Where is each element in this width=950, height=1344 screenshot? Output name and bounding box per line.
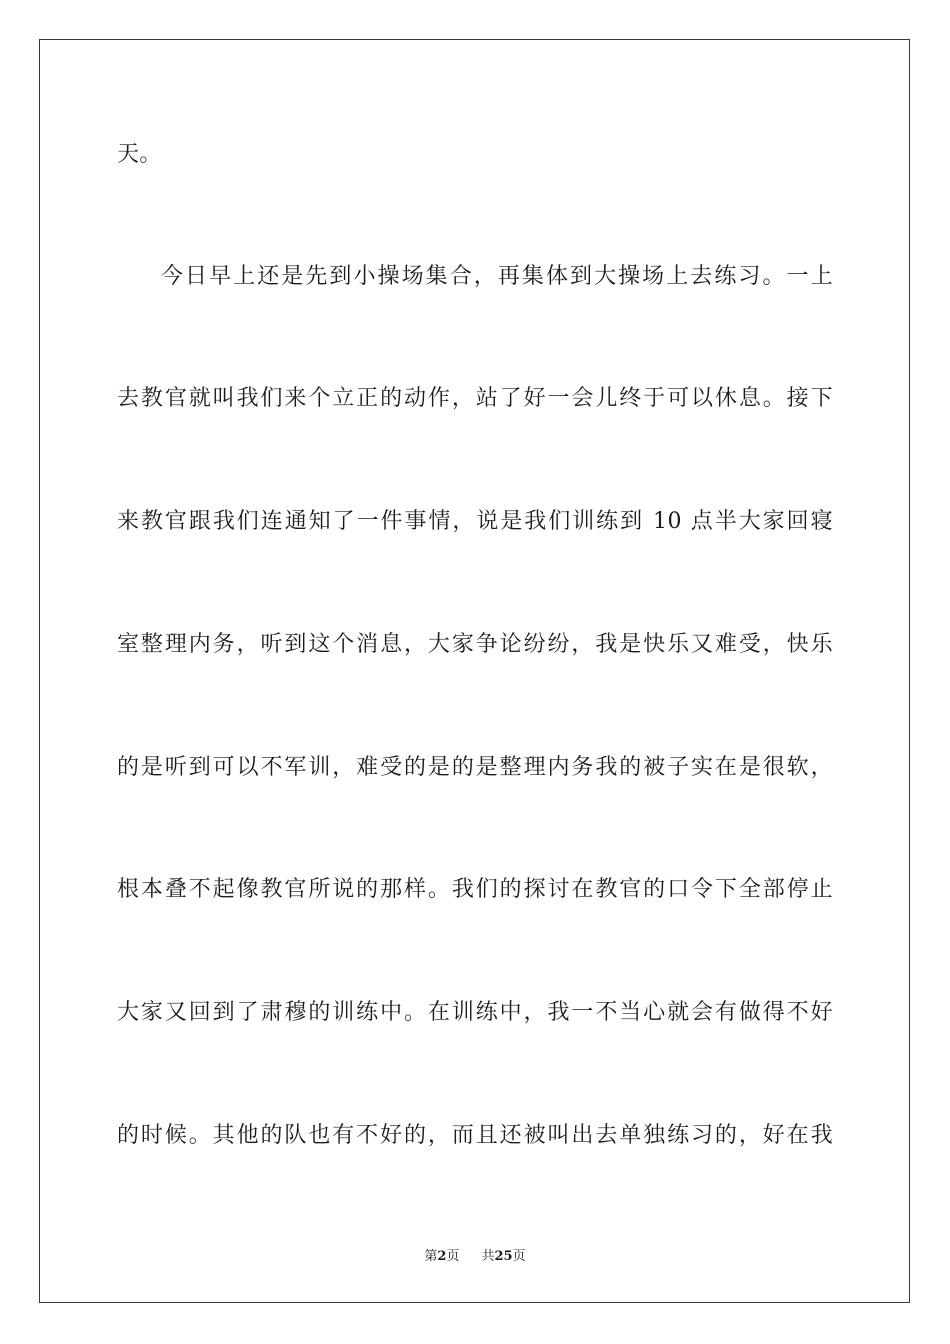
text-line: 来教官跟我们连通知了一件事情，说是我们训练到 10 点半大家回寝 bbox=[117, 509, 833, 534]
text-line: 的是听到可以不军训，难受的是的是整理内务我的被子实在是很软， bbox=[117, 755, 833, 780]
page-number: 2 bbox=[437, 1249, 447, 1264]
text-line: 室整理内务，听到这个消息，大家争论纷纷，我是快乐又难受，快乐 bbox=[117, 632, 833, 657]
text-line: 大家又回到了肃穆的训练中。在训练中，我一不当心就会有做得不好 bbox=[117, 1000, 833, 1025]
text-line: 今日早上还是先到小操场集合，再集体到大操场上去练习。一上 bbox=[161, 264, 833, 289]
page-border bbox=[39, 39, 910, 1303]
text-line: 天。 bbox=[117, 142, 162, 167]
total-suffix: 页 bbox=[512, 1249, 526, 1264]
total-pages: 25 bbox=[494, 1249, 513, 1264]
page-suffix: 页 bbox=[446, 1249, 460, 1264]
total-prefix: 共 bbox=[481, 1249, 495, 1264]
text-line: 根本叠不起像教官所说的那样。我们的探讨在教官的口令下全部停止 bbox=[117, 877, 833, 902]
text-line: 去教官就叫我们来个立正的动作，站了好一会儿终于可以休息。接下 bbox=[117, 386, 833, 411]
page-footer bbox=[0, 1248, 950, 1266]
text-line: 的时候。其他的队也有不好的，而且还被叫出去单独练习的，好在我 bbox=[117, 1123, 833, 1148]
page-prefix: 第 bbox=[424, 1249, 438, 1264]
